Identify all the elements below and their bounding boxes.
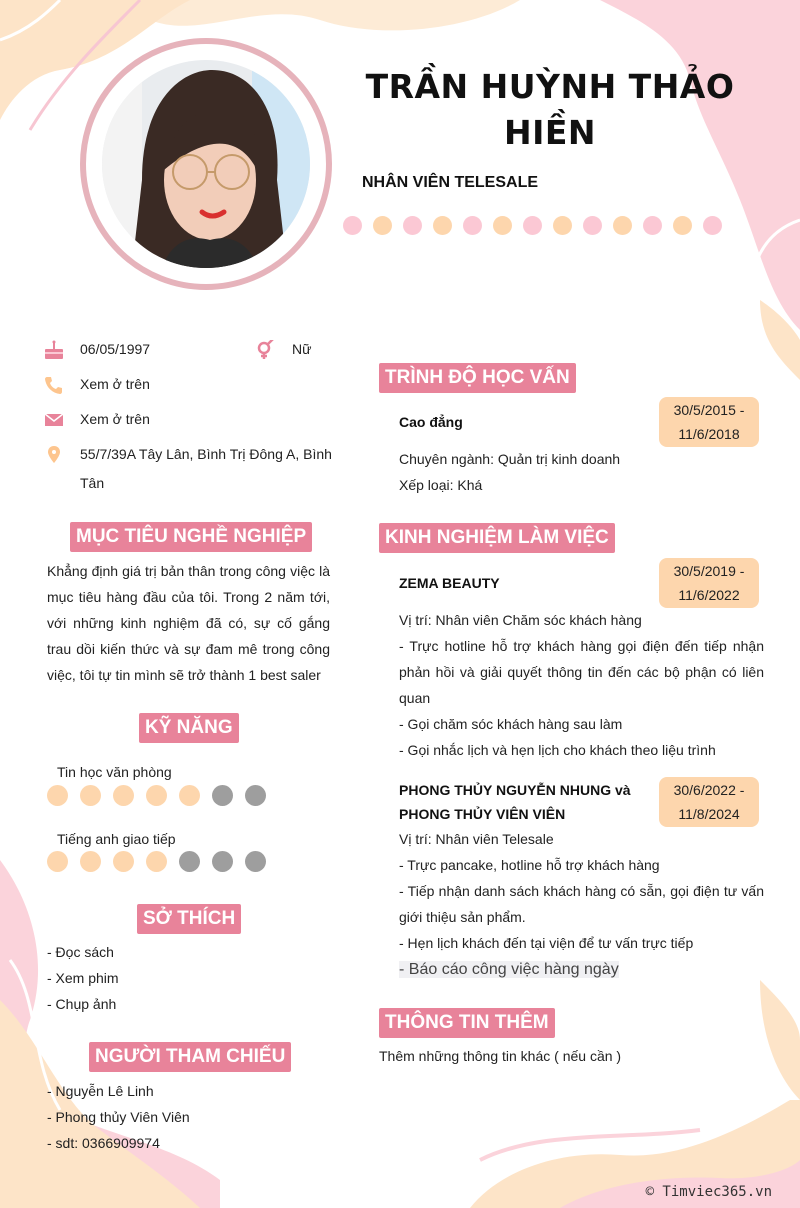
decorative-dot bbox=[433, 216, 452, 235]
references-heading: NGƯỜI THAM CHIẾU bbox=[89, 1042, 291, 1072]
decorative-dot bbox=[493, 216, 512, 235]
job-duty: - Trực pancake, hotline hỗ trợ khách hàng bbox=[399, 857, 660, 873]
email-row bbox=[44, 410, 150, 434]
job-duty: - Trực hotline hỗ trợ khách hàng gọi điện đến tiếp nhận phản hồi và giải quyết thông tin đến các bộ phận có liên quan bbox=[399, 638, 764, 706]
decorative-dot bbox=[463, 216, 482, 235]
education-date: 30/5/2015 - 11/6/2018 bbox=[659, 397, 759, 447]
job-details bbox=[399, 607, 764, 763]
list-item: - Phong thủy Viên Viên bbox=[47, 1109, 190, 1125]
extra-heading: THÔNG TIN THÊM bbox=[379, 1008, 555, 1038]
job-date: 30/5/2019 - 11/6/2022 bbox=[659, 558, 759, 608]
email-value: Xem ở trên bbox=[80, 411, 150, 427]
footer-watermark: © Timviec365.vn bbox=[645, 1184, 772, 1200]
gender-row bbox=[256, 340, 311, 364]
decorative-dot bbox=[703, 216, 722, 235]
skill-dot-empty bbox=[212, 785, 233, 806]
education-school: Cao đẳng bbox=[399, 414, 463, 430]
decorative-dot bbox=[553, 216, 572, 235]
address-value: 55/7/39A Tây Lân, Bình Trị Đông A, Bình Tân bbox=[80, 446, 332, 491]
birthday-row bbox=[44, 340, 150, 364]
list-item: - Xem phim bbox=[47, 970, 119, 986]
decorative-dot bbox=[583, 216, 602, 235]
candidate-name: TRẦN HUỲNH THẢO HIỀN bbox=[365, 67, 735, 152]
list-item: - sdt: 0366909974 bbox=[47, 1135, 160, 1151]
decorative-dots bbox=[343, 216, 722, 235]
experience-heading: KINH NGHIỆM LÀM VIỆC bbox=[379, 523, 615, 553]
job-duty: - Gọi nhắc lịch và hẹn lịch cho khách theo liệu trình bbox=[399, 742, 716, 758]
list-item: - Đọc sách bbox=[47, 944, 114, 960]
skill-dot-filled bbox=[80, 785, 101, 806]
list-item: - Chụp ảnh bbox=[47, 996, 117, 1012]
hobbies-heading: SỞ THÍCH bbox=[137, 904, 241, 934]
hobbies-list bbox=[47, 939, 119, 1017]
decorative-dot bbox=[343, 216, 362, 235]
phone-value: Xem ở trên bbox=[80, 376, 150, 392]
decorative-dot bbox=[643, 216, 662, 235]
skill-dot-empty bbox=[245, 785, 266, 806]
job-duty: - Gọi chăm sóc khách hàng sau làm bbox=[399, 716, 623, 732]
decorative-dot bbox=[673, 216, 692, 235]
decorative-dot bbox=[613, 216, 632, 235]
skill-dot-empty bbox=[245, 851, 266, 872]
skill-name: Tin học văn phòng bbox=[57, 764, 172, 780]
job-duty: - Báo cáo công việc hàng ngày bbox=[399, 961, 619, 978]
extra-text: Thêm những thông tin khác ( nếu cần ) bbox=[379, 1048, 622, 1064]
education-major: Chuyên ngành: Quản trị kinh doanh bbox=[399, 451, 621, 467]
phone-row bbox=[44, 375, 150, 399]
education-details bbox=[399, 446, 620, 498]
objective-heading: MỤC TIÊU NGHỀ NGHIỆP bbox=[70, 522, 312, 552]
skill-dot-filled bbox=[80, 851, 101, 872]
gender-icon bbox=[256, 340, 276, 360]
skill-dot-filled bbox=[146, 785, 167, 806]
job-duty: - Hẹn lịch khách đến tại viện để tư vấn trực tiếp bbox=[399, 935, 694, 951]
references-list bbox=[47, 1078, 190, 1156]
skill-dot-empty bbox=[179, 851, 200, 872]
job-duty: - Tiếp nhận danh sách khách hàng có sẵn, gọi điện tư vấn giới thiệu sản phẩm. bbox=[399, 883, 764, 925]
skill-name: Tiếng anh giao tiếp bbox=[57, 831, 176, 847]
skill-dot-filled bbox=[113, 851, 134, 872]
job-company: ZEMA BEAUTY bbox=[399, 575, 500, 591]
email-icon bbox=[44, 410, 64, 430]
skill-dot-filled bbox=[146, 851, 167, 872]
skill-dot-filled bbox=[113, 785, 134, 806]
skill-dot-filled bbox=[47, 785, 68, 806]
gender-value: Nữ bbox=[292, 341, 312, 357]
education-heading: TRÌNH ĐỘ HỌC VẤN bbox=[379, 363, 576, 393]
decorative-dot bbox=[523, 216, 542, 235]
birthday-value: 06/05/1997 bbox=[80, 341, 151, 357]
address-row bbox=[44, 445, 344, 498]
avatar bbox=[102, 60, 310, 268]
skills-heading: KỸ NĂNG bbox=[139, 713, 239, 743]
skill-dot-filled bbox=[179, 785, 200, 806]
job-date: 30/6/2022 - 11/8/2024 bbox=[659, 777, 759, 827]
list-item: - Nguyễn Lê Linh bbox=[47, 1083, 154, 1099]
job-title: NHÂN VIÊN TELESALE bbox=[362, 174, 539, 191]
skill-rating-1 bbox=[47, 851, 266, 872]
location-pin-icon bbox=[44, 445, 64, 465]
job-company: PHONG THỦY NGUYỄN NHUNG và PHONG THỦY VIÊN VIÊN bbox=[399, 782, 631, 822]
skill-dot-empty bbox=[212, 851, 233, 872]
decorative-dot bbox=[373, 216, 392, 235]
job-position: Vị trí: Nhân viên Chăm sóc khách hàng bbox=[399, 612, 642, 628]
birthday-cake-icon bbox=[44, 340, 64, 360]
phone-icon bbox=[44, 375, 64, 395]
skill-dot-filled bbox=[47, 851, 68, 872]
job-details bbox=[399, 826, 764, 983]
skill-rating-0 bbox=[47, 785, 266, 806]
education-grade: Xếp loại: Khá bbox=[399, 477, 483, 493]
job-position: Vị trí: Nhân viên Telesale bbox=[399, 831, 554, 847]
decorative-dot bbox=[403, 216, 422, 235]
objective-text: Khẳng định giá trị bản thân trong công việc là mục tiêu hàng đầu của tôi. Trong 2 năm tới, với những kinh nghiệm đã có, sự cố gắng trau dồi kiến thức và sự đam mê trong công việc, tôi tự tin mình sẽ trở thành 1 best saler bbox=[47, 563, 330, 683]
